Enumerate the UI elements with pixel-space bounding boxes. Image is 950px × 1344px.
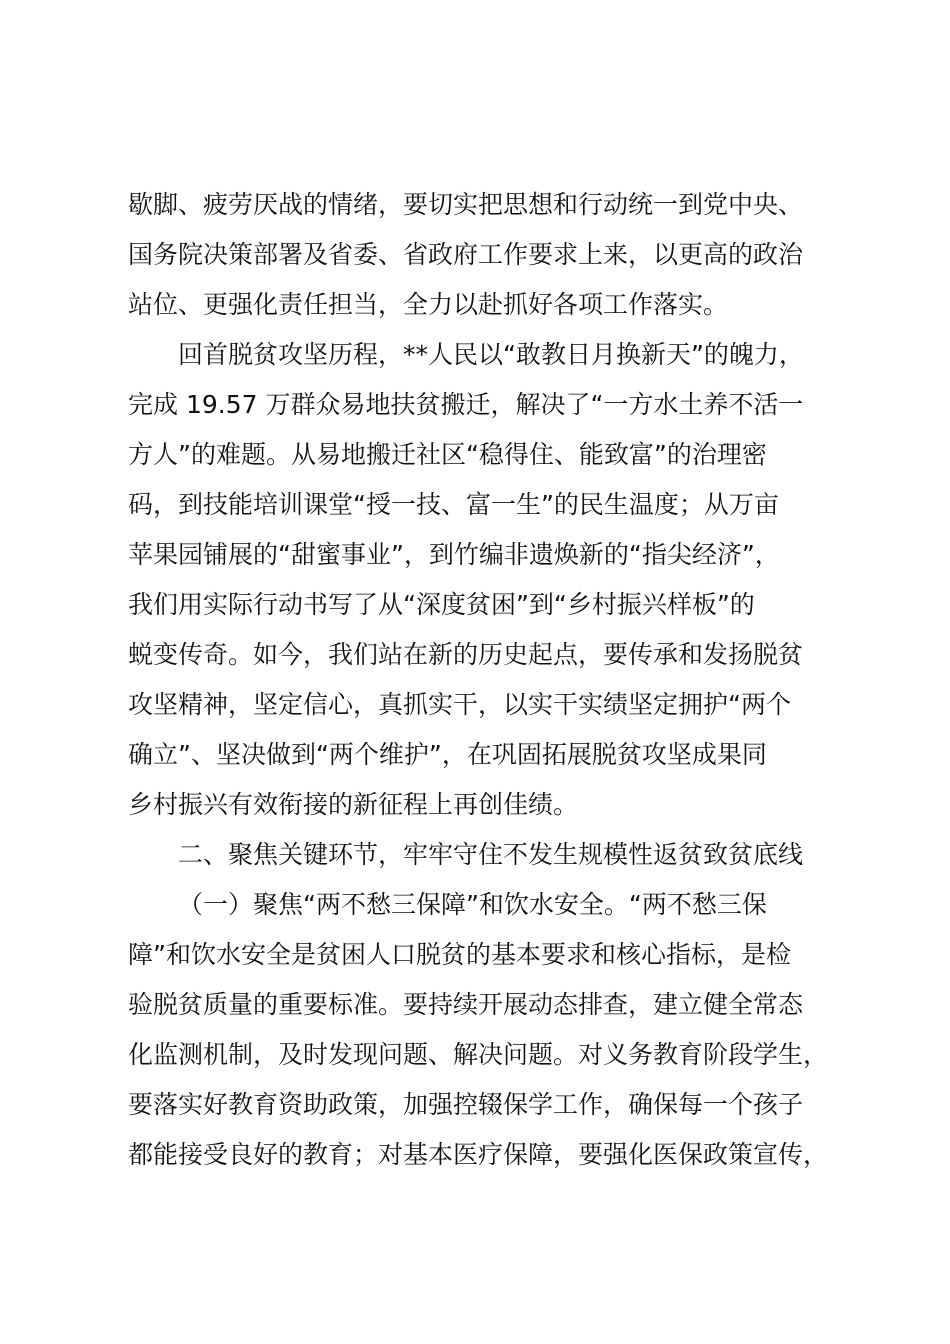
- body-line-12: 确立”、坚决做到“两个维护”，在巩固拓展脱贫攻坚成果同: [128, 740, 767, 769]
- body-line-11: 攻坚精神，坚定信心，真抓实干，以实干实绩坚定拥护“两个: [128, 690, 791, 719]
- body-line-5: 完成 19.57 万群众易地扶贫搬迁，解决了“一方水土养不活一: [128, 390, 804, 419]
- body-line-7: 码，到技能培训课堂“授一技、富一生”的民生温度；从万亩: [128, 490, 779, 519]
- body-line-13: 乡村振兴有效衔接的新征程上再创佳绩。: [128, 790, 579, 819]
- body-line-6: 方人”的难题。从易地搬迁社区“稳得住、能致富”的治理密: [128, 440, 767, 469]
- body-line-10: 蜕变传奇。如今，我们站在新的历史起点，要传承和发扬脱贫: [128, 640, 804, 669]
- body-line-20: 都能接受良好的教育；对基本医疗保障，要强化医保政策宣传，: [128, 1140, 829, 1169]
- paragraph-start-line: 回首脱贫攻坚历程，**人民以“敢教日月换新天”的魄力，: [178, 340, 804, 369]
- body-line-19: 要落实好教育资助政策，加强控辍保学工作，确保每一个孩子: [128, 1090, 804, 1119]
- body-line-16: 障”和饮水安全是贫困人口脱贫的基本要求和核心指标，是检: [128, 940, 791, 969]
- body-line-1: 歇脚、疲劳厌战的情绪，要切实把思想和行动统一到党中央、: [128, 190, 804, 219]
- body-line-9: 我们用实际行动书写了从“深度贫困”到“乡村振兴样板”的: [128, 590, 755, 619]
- body-line-3: 站位、更强化责任担当，全力以赴抓好各项工作落实。: [128, 290, 729, 319]
- body-line-8: 苹果园铺展的“甜蜜事业”，到竹编非遗焕新的“指尖经济”，: [128, 540, 780, 569]
- subsection-heading-line: （一）聚焦“两不愁三保障”和饮水安全。“两不愁三保: [178, 890, 767, 919]
- body-line-18: 化监测机制，及时发现问题、解决问题。对义务教育阶段学生，: [128, 1040, 829, 1069]
- document-body: [128, 180, 858, 1180]
- body-line-17: 验脱贫质量的重要标准。要持续开展动态排查，建立健全常态: [128, 990, 804, 1019]
- section-heading: 二、聚焦关键环节，牢牢守住不发生规模性返贫致贫底线: [178, 840, 804, 869]
- body-line-2: 国务院决策部署及省委、省政府工作要求上来，以更高的政治: [128, 240, 804, 269]
